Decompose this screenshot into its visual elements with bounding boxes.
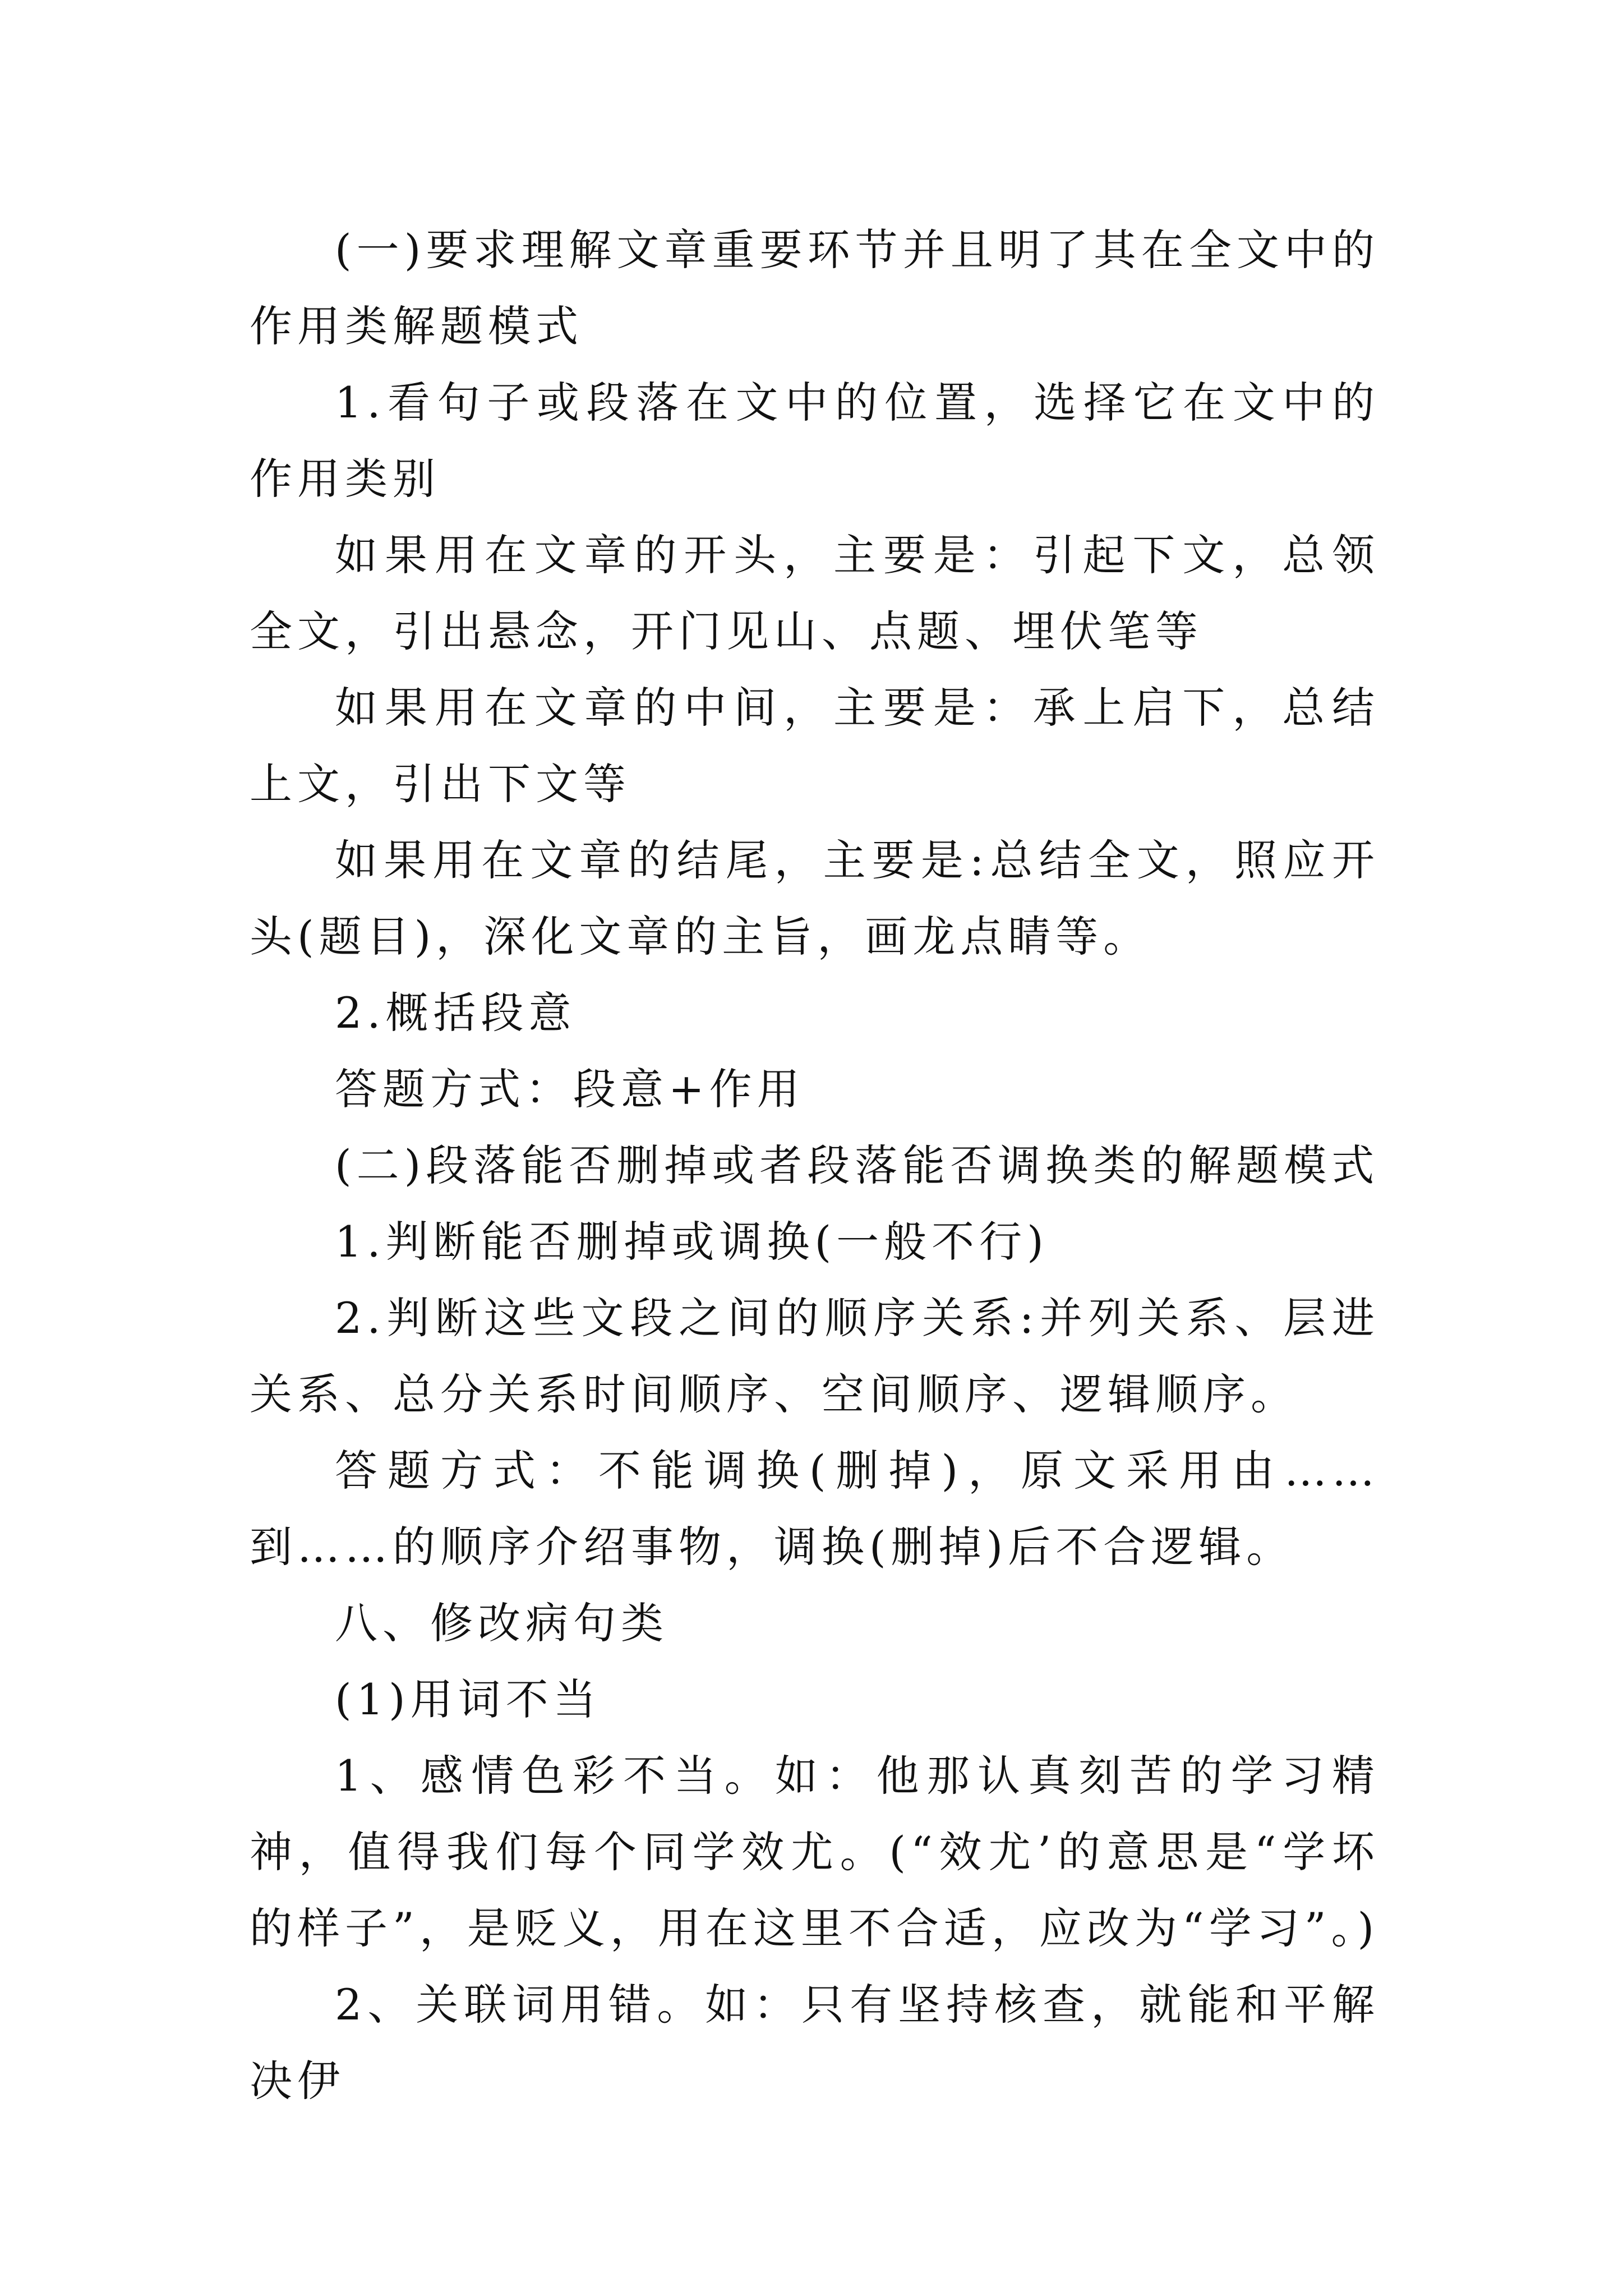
paragraph-ending-usage: 如果用在文章的结尾，主要是:总结全文，照应开头(题目)，深化文章的主旨，画龙点睛等。 — [250, 835, 1380, 961]
paragraph-answer-format-1: 答题方式：段意+作用 — [335, 1064, 805, 1114]
paragraph-emotion-color: 1、感情色彩不当。如：他那认真刻苦的学习精神，值得我们每个同学效尤。(“效尤’的意思是“学坏的样子”，是贬义，用在这里不合适，应改为“学习”。) — [250, 1751, 1380, 1953]
paragraph-section-one-heading: (一)要求理解文章重要环节并且明了其在全文中的作用类解题模式 — [250, 225, 1380, 351]
document-body — [250, 212, 1380, 2119]
paragraph-section-two-heading: (二)段落能否删掉或者段落能否调换类的解题模式 — [335, 1140, 1380, 1190]
paragraph-judge-order: 2.判断这些文段之间的顺序关系:并列关系、层进关系、总分关系时间顺序、空间顺序、逻辑顺序。 — [250, 1293, 1380, 1419]
paragraph-item-1: 1.看句子或段落在文中的位置，选择它在文中的作用类别 — [250, 378, 1380, 504]
paragraph-answer-format-2: 答题方式：不能调换(删掉)，原文采用由……到……的顺序介绍事物，调换(删掉)后不合逻辑。 — [250, 1446, 1380, 1572]
paragraph-middle-usage: 如果用在文章的中间，主要是：承上启下，总结上文，引出下文等 — [250, 683, 1380, 809]
paragraph-word-misuse: (1)用词不当 — [335, 1674, 601, 1724]
paragraph-item-2: 2.概括段意 — [335, 988, 577, 1038]
paragraph-section-eight-heading: 八、修改病句类 — [335, 1598, 668, 1648]
paragraph-opening-usage: 如果用在文章的开头，主要是：引起下文，总领全文，引出悬念，开门见山、点题、埋伏笔等 — [250, 530, 1380, 656]
paragraph-judge-delete: 1.判断能否删掉或调换(一般不行) — [335, 1217, 1049, 1267]
paragraph-conjunction-error: 2、关联词用错。如：只有坚持核查，就能和平解决伊 — [250, 1980, 1380, 2106]
